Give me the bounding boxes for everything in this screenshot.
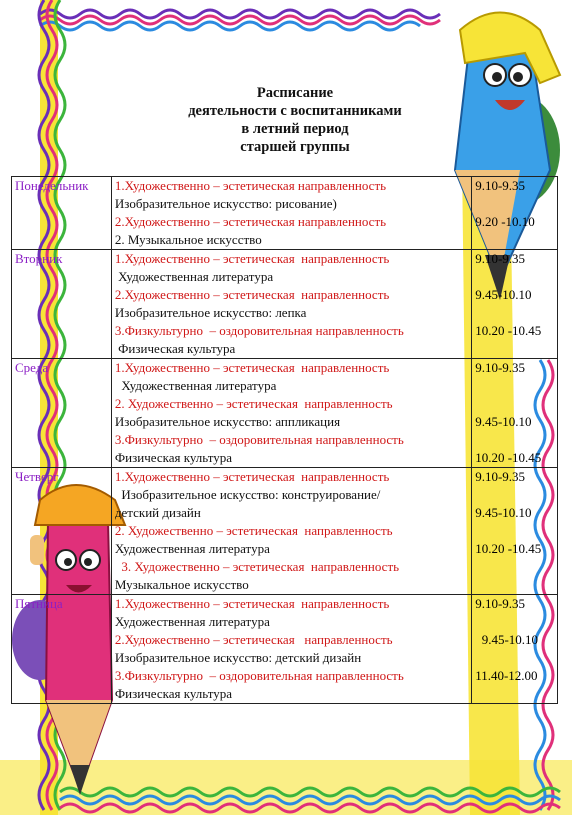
activity-subject: Музыкальное искусство	[114, 577, 249, 592]
time-slot: 9.45-10.10	[475, 505, 532, 520]
activity-heading: 1.Художественно – эстетическая направленность	[114, 178, 387, 193]
activity-heading: 1.Художественно – эстетическая направленность	[114, 596, 390, 611]
time-slot	[475, 377, 554, 395]
times-cell	[472, 359, 558, 468]
title-line: в летний период	[241, 121, 349, 137]
activity-subject: Художественная литература	[114, 541, 270, 556]
schedule-row	[12, 595, 558, 704]
day-cell: Среда	[12, 359, 112, 468]
time-slot	[475, 395, 554, 413]
time-slot: 10.20 -10.45	[475, 541, 542, 556]
time-slot: 9.20 -10.10	[475, 214, 535, 229]
activity-heading: 3.Физкультурно – оздоровительная направленность	[114, 668, 404, 683]
day-cell: Понедельник	[12, 177, 112, 250]
schedule-row	[12, 468, 558, 595]
activities-cell	[111, 359, 471, 468]
day-cell: Четверг	[12, 468, 112, 595]
time-slot: 9.45-10.10	[475, 632, 539, 647]
activity-heading: 1.Художественно – эстетическая направленность	[114, 251, 390, 266]
activity-subject: Изобразительное искусство: аппликация	[114, 414, 341, 429]
frame-wave-top-purple	[40, 10, 440, 18]
activity-heading: 2.Художественно – эстетическая направленность	[114, 287, 390, 302]
time-slot	[475, 431, 554, 449]
activity-subject: детский дизайн	[114, 505, 201, 520]
day-cell: Пятница	[12, 595, 112, 704]
activity-subject: Физическая культура	[114, 686, 233, 701]
time-slot: 10.20 -10.45	[475, 323, 542, 338]
activities-cell	[111, 595, 471, 704]
activity-heading: 2. Художественно – эстетическая направленность	[114, 523, 393, 538]
schedule-row	[12, 250, 558, 359]
activities-cell	[111, 177, 471, 250]
times-cell	[472, 250, 558, 359]
activity-heading: 2.Художественно – эстетическая направленность	[114, 632, 393, 647]
time-slot: 9.10-9.35	[475, 596, 526, 611]
activity-subject: Физическая культура	[114, 341, 236, 356]
time-slot	[475, 558, 554, 576]
activity-subject: Художественная литература	[114, 378, 277, 393]
time-slot: 9.45-10.10	[475, 414, 532, 429]
time-slot	[475, 613, 554, 631]
activity-heading: 2. Художественно – эстетическая направленность	[114, 396, 393, 411]
times-cell	[472, 468, 558, 595]
schedule-row	[12, 177, 558, 250]
time-slot	[475, 304, 554, 322]
schedule-title	[150, 84, 440, 156]
time-slot	[475, 195, 554, 213]
time-slot: 9.10-9.35	[475, 469, 526, 484]
time-slot: 9.10-9.35	[475, 251, 526, 266]
activity-subject: Физическая культура	[114, 450, 233, 465]
activity-subject: Художественная литература	[114, 614, 270, 629]
time-slot	[475, 231, 554, 249]
activities-cell	[111, 250, 471, 359]
time-slot	[475, 486, 554, 504]
time-slot	[475, 522, 554, 540]
activity-heading: 1.Художественно – эстетическая направленность	[114, 360, 390, 375]
times-cell	[472, 177, 558, 250]
time-slot: 11.40-12.00	[475, 668, 538, 683]
times-cell	[472, 595, 558, 704]
time-slot	[475, 340, 554, 358]
time-slot: 10.20 -10.45	[475, 450, 542, 465]
activity-heading: 3.Физкультурно – оздоровительная направленность	[114, 432, 404, 447]
activity-heading: 3.Физкультурно – оздоровительная направленность	[114, 323, 404, 338]
schedule-table	[11, 176, 558, 704]
schedule-row	[12, 359, 558, 468]
activity-subject: Изобразительное искусство: конструирование/	[114, 487, 381, 502]
activity-heading: 2.Художественно – эстетическая направленность	[114, 214, 387, 229]
time-slot	[475, 268, 554, 286]
activity-subject: Изобразительное искусство: детский дизайн	[114, 650, 362, 665]
time-slot	[475, 649, 554, 667]
activity-subject: Изобразительное искусство: рисование)	[114, 196, 337, 211]
schedule-table-body	[12, 177, 558, 704]
time-slot: 9.10-9.35	[475, 360, 526, 375]
time-slot	[475, 685, 554, 703]
frame-wave-top-pink	[40, 16, 440, 24]
time-slot: 9.10-9.35	[475, 178, 526, 193]
activity-heading: 3. Художественно – эстетическая направленность	[114, 559, 400, 574]
activity-subject: 2. Музыкальное искусство	[114, 232, 262, 247]
title-line: деятельности с воспитанниками	[188, 103, 402, 119]
activity-subject: Художественная литература	[114, 269, 274, 284]
time-slot: 9.45-10.10	[475, 287, 532, 302]
activities-cell	[111, 468, 471, 595]
time-slot	[475, 576, 554, 594]
title-line: старшей группы	[240, 139, 350, 155]
title-line: Расписание	[256, 85, 334, 101]
activity-heading: 1.Художественно – эстетическая направленность	[114, 469, 390, 484]
activity-subject: Изобразительное искусство: лепка	[114, 305, 307, 320]
day-cell: Вторник	[12, 250, 112, 359]
